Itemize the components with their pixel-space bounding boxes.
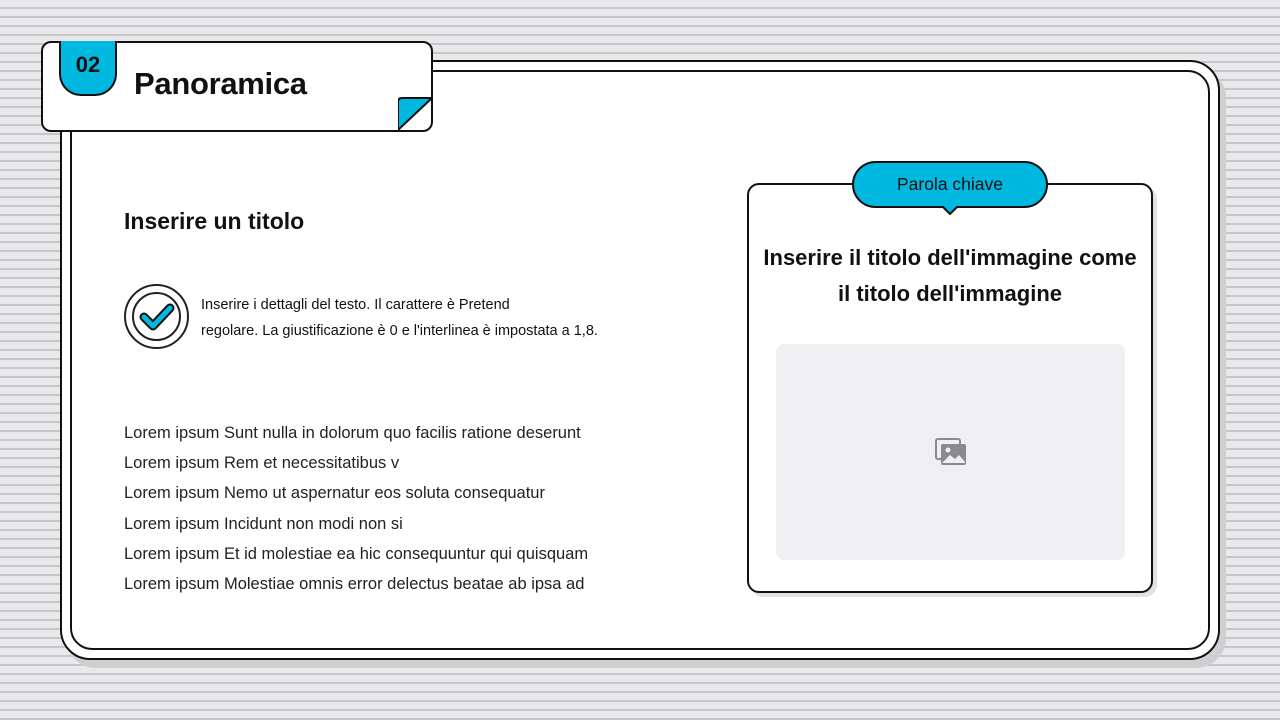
bullet-list <box>124 418 588 599</box>
section-number: 02 <box>75 51 101 77</box>
list-item: Lorem ipsum Nemo ut aspernatur eos soluta consequatur <box>124 484 545 503</box>
list-item: Lorem ipsum Rem et necessitatibus v <box>124 454 400 473</box>
detail-line: regolare. La giustificazione è 0 e l'interlinea è impostata a 1,8. <box>201 323 598 339</box>
keyword-pill <box>852 161 1048 208</box>
image-title <box>749 240 1151 312</box>
speech-tail-icon <box>938 204 962 216</box>
image-icon <box>935 438 967 466</box>
detail-text <box>201 292 671 344</box>
checkmark-icon <box>132 292 182 342</box>
detail-line: Inserire i dettagli del testo. Il carattere è Pretend <box>201 297 510 313</box>
image-title-line: il titolo dell'immagine <box>837 281 1063 306</box>
list-item: Lorem ipsum Molestiae omnis error delectus beatae ab ipsa ad <box>124 575 585 594</box>
image-placeholder[interactable] <box>776 344 1125 560</box>
section-number-badge <box>59 41 117 96</box>
page-fold-icon <box>398 96 432 130</box>
section-title: Inserire un titolo <box>124 208 305 234</box>
list-item: Lorem ipsum Incidunt non modi non si <box>124 514 403 533</box>
page-title: Panoramica <box>134 66 307 101</box>
image-title-line: Inserire il titolo dell'immagine come <box>763 245 1137 270</box>
list-item: Lorem ipsum Et id molestiae ea hic consequuntur qui quisquam <box>124 544 589 563</box>
keyword-label: Parola chiave <box>896 174 1004 194</box>
list-item: Lorem ipsum Sunt nulla in dolorum quo facilis ratione deserunt <box>124 424 581 442</box>
